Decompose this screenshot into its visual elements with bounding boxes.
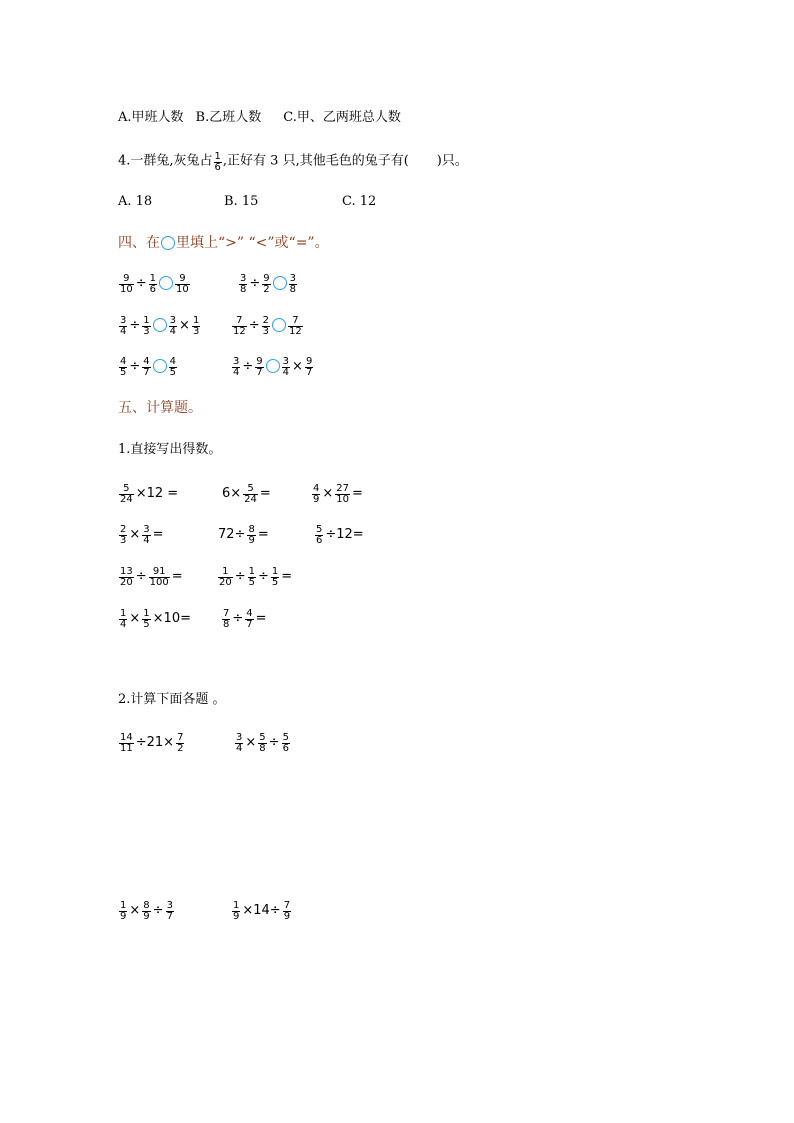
- expression-text: ÷21×: [135, 734, 175, 750]
- numerator: 27: [336, 483, 350, 494]
- denominator: 4: [143, 536, 150, 543]
- expression-text: ×: [179, 317, 190, 333]
- answer-circle[interactable]: [153, 359, 167, 373]
- denominator: 6: [316, 536, 323, 543]
- direct-item-10: [221, 609, 268, 628]
- section5-heading: 五、计算题。: [118, 400, 202, 416]
- q4-option-a: A. 18: [118, 194, 153, 209]
- q4-option-b: B. 15: [224, 194, 259, 209]
- numerator: 3: [143, 524, 150, 535]
- numerator: 7: [177, 732, 184, 743]
- denominator: 12: [289, 327, 302, 334]
- direct-item-4: [118, 525, 165, 544]
- denominator: 3: [192, 327, 200, 334]
- numerator: 4: [246, 608, 253, 619]
- denominator: 8: [289, 285, 297, 292]
- numerator: 9: [263, 273, 270, 284]
- fraction: [239, 274, 247, 292]
- fraction: [149, 567, 170, 585]
- calc-item-1: [118, 733, 185, 752]
- numerator: 7: [223, 608, 230, 619]
- denominator: 4: [282, 368, 290, 375]
- compare-item-5: [118, 357, 178, 376]
- compare-item-4: [231, 316, 304, 335]
- denominator: 4: [169, 327, 177, 334]
- denominator: 2: [263, 285, 270, 292]
- numerator: 8: [143, 900, 150, 911]
- expression-text: 72÷: [218, 526, 246, 542]
- numerator: 9: [175, 274, 190, 285]
- expression-text: ×: [129, 610, 141, 626]
- fraction: [288, 316, 303, 334]
- fraction: [119, 567, 134, 585]
- q3-options: [118, 109, 401, 127]
- direct-item-7: [118, 567, 184, 586]
- fraction: [149, 274, 157, 292]
- numerator: 9: [305, 356, 313, 367]
- fraction: [192, 316, 200, 334]
- fraction: [335, 484, 350, 502]
- numerator: 3: [240, 273, 247, 284]
- numerator: 4: [143, 356, 150, 367]
- denominator: 11: [120, 744, 133, 751]
- numerator: 1: [248, 566, 256, 577]
- fraction: [176, 733, 184, 751]
- compare-item-2: [238, 274, 298, 293]
- expression-text: ×: [129, 526, 141, 542]
- q4-text-end: )只。: [436, 153, 468, 169]
- numerator: 5: [119, 484, 134, 495]
- numerator: 1: [149, 273, 157, 284]
- fraction: [262, 316, 270, 334]
- fraction: [282, 357, 290, 375]
- denominator: 5: [169, 368, 177, 375]
- expression-text: =: [255, 610, 267, 626]
- fraction: [119, 901, 127, 919]
- answer-circle[interactable]: [153, 318, 167, 332]
- direct-item-6: [314, 525, 365, 544]
- numerator: 5: [282, 732, 289, 743]
- direct-item-3: [311, 484, 364, 503]
- denominator: 8: [259, 744, 266, 751]
- denominator: 4: [233, 368, 240, 375]
- fraction: [305, 357, 313, 375]
- denominator: 9: [313, 495, 320, 502]
- numerator: 8: [248, 524, 255, 535]
- expression-text: =: [281, 568, 293, 584]
- expression-text: =: [352, 485, 363, 501]
- denominator: 5: [248, 578, 256, 585]
- numerator: 1: [120, 608, 127, 619]
- numerator: 3: [289, 273, 297, 284]
- numerator: 1: [218, 567, 233, 578]
- direct-item-8: [217, 567, 293, 586]
- denominator: 7: [166, 912, 173, 919]
- direct-item-1: [118, 484, 179, 503]
- fraction: [315, 525, 323, 543]
- answer-circle[interactable]: [272, 318, 286, 332]
- direct-item-5: [217, 525, 270, 544]
- numerator: 3: [169, 315, 177, 326]
- numerator: 3: [166, 900, 173, 911]
- numerator: 1: [143, 315, 150, 326]
- numerator: 5: [316, 524, 323, 535]
- fraction: [142, 357, 150, 375]
- expression-text: ×14÷: [242, 902, 281, 918]
- compare-item-3: [118, 316, 201, 335]
- answer-circle[interactable]: [273, 276, 287, 290]
- expression-text: ÷: [248, 317, 260, 333]
- numerator: 3: [120, 315, 127, 326]
- numerator: 1: [192, 315, 200, 326]
- denominator: 24: [120, 495, 133, 502]
- denominator: 7: [305, 368, 313, 375]
- calc-item-2: [234, 733, 291, 752]
- fraction: [312, 484, 320, 502]
- numerator: 1: [271, 566, 279, 577]
- q3-option-b: B.乙班人数: [195, 110, 262, 125]
- denominator: 7: [143, 368, 150, 375]
- expression-text: ×: [292, 358, 303, 374]
- numerator: 3: [282, 356, 290, 367]
- expression-text: ÷: [152, 902, 164, 918]
- denominator: 10: [176, 285, 189, 292]
- numerator: 5: [259, 732, 266, 743]
- numerator: 14: [120, 732, 133, 743]
- numerator: 2: [120, 524, 127, 535]
- numerator: 4: [120, 356, 127, 367]
- calc-item-4: [231, 901, 292, 920]
- denominator: 20: [219, 578, 232, 585]
- numerator: 7: [232, 316, 247, 327]
- expression-text: ÷: [268, 734, 280, 750]
- section4-heading: 四、在 里填上“>” “<”或“=”。: [118, 235, 329, 251]
- denominator: 4: [120, 327, 127, 334]
- expression-text: ÷: [129, 358, 141, 374]
- fraction: [166, 901, 174, 919]
- fraction: [245, 609, 253, 627]
- expression-text: ÷: [249, 275, 261, 291]
- sub-question-2: 2.计算下面各题 。: [118, 692, 226, 707]
- denominator: 10: [120, 285, 133, 292]
- expression-text: ÷: [129, 317, 141, 333]
- denominator: 100: [149, 578, 169, 585]
- q4-fraction: $\frac{1}{6}$: [214, 151, 221, 170]
- numerator: 7: [283, 900, 291, 911]
- fraction: [119, 733, 134, 751]
- fraction: [119, 484, 134, 502]
- direct-item-9: [118, 609, 192, 628]
- fraction: [243, 484, 258, 502]
- fraction: [119, 316, 127, 334]
- denominator: 6: [282, 744, 289, 751]
- numerator: 7: [288, 316, 303, 327]
- q4-question: [118, 152, 468, 171]
- denominator: 8: [240, 285, 247, 292]
- numerator: 9: [256, 356, 263, 367]
- fraction: [235, 733, 243, 751]
- answer-circle[interactable]: [159, 276, 173, 290]
- denominator: 2: [177, 744, 184, 751]
- numerator: 3: [233, 356, 240, 367]
- fraction: [119, 609, 127, 627]
- numerator: 1: [233, 900, 240, 911]
- fraction: [255, 357, 263, 375]
- denominator: 3: [143, 327, 150, 334]
- denominator: 5: [120, 368, 127, 375]
- denominator: 9: [143, 912, 150, 919]
- denominator: 10: [336, 495, 350, 502]
- fraction: [169, 357, 177, 375]
- fraction: [262, 274, 270, 292]
- compare-item-6: [231, 357, 314, 376]
- expression-text: ÷: [242, 358, 254, 374]
- expression-text: ×: [322, 485, 334, 501]
- numerator: 91: [149, 567, 170, 578]
- q4-text-before: 4.一群兔,灰兔占: [118, 153, 213, 169]
- fraction: [258, 733, 266, 751]
- denominator: 3: [262, 327, 270, 334]
- denominator: 7: [256, 368, 263, 375]
- fraction: [283, 901, 291, 919]
- fraction: [232, 357, 240, 375]
- fraction: [222, 609, 230, 627]
- denominator: 9: [233, 912, 240, 919]
- expression-text: =: [171, 568, 183, 584]
- expression-text: ÷: [258, 568, 269, 584]
- denominator: 24: [244, 495, 257, 502]
- denominator: 7: [246, 620, 253, 627]
- expression-text: 6×: [222, 485, 242, 501]
- denominator: 9: [283, 912, 291, 919]
- compare-item-1: [118, 274, 191, 293]
- numerator: 1: [120, 900, 127, 911]
- fraction: [218, 567, 233, 585]
- q4-option-c: C. 12: [342, 194, 377, 209]
- denominator: 4: [120, 620, 127, 627]
- fraction: [142, 609, 150, 627]
- numerator: 5: [243, 484, 258, 495]
- expression-text: ÷: [135, 568, 147, 584]
- fraction: [119, 525, 127, 543]
- q4-option-c-wrap: [342, 193, 376, 211]
- fraction: [289, 274, 297, 292]
- denominator: 9: [120, 912, 127, 919]
- numerator: 9: [119, 274, 134, 285]
- denominator: 5: [143, 620, 150, 627]
- q4-text-after: ,正好有 3 只,其他毛色的兔子有(: [222, 153, 409, 169]
- fraction: [175, 274, 190, 292]
- answer-circle[interactable]: [266, 359, 280, 373]
- numerator: 1: [143, 608, 150, 619]
- expression-text: ×10=: [152, 610, 191, 626]
- fraction: [247, 525, 255, 543]
- denominator: 3: [120, 536, 127, 543]
- denominator: 6: [149, 285, 157, 292]
- direct-item-2: [221, 484, 272, 503]
- fraction: [119, 274, 134, 292]
- denominator: 4: [236, 744, 243, 751]
- denominator: 12: [233, 327, 246, 334]
- expression-text: ÷12=: [325, 526, 364, 542]
- expression-text: ÷: [135, 275, 147, 291]
- fraction: [142, 316, 150, 334]
- expression-text: ×: [245, 734, 257, 750]
- expression-text: ÷: [234, 568, 246, 584]
- q4-options: [118, 193, 152, 211]
- fraction: [232, 316, 247, 334]
- expression-text: ×12 =: [135, 485, 179, 501]
- expression-text: =: [257, 526, 269, 542]
- fraction: [271, 567, 279, 585]
- fraction: [282, 733, 290, 751]
- fraction: [248, 567, 256, 585]
- expression-text: =: [259, 485, 271, 501]
- expression-text: ÷: [232, 610, 244, 626]
- q3-option-c: C.甲、乙两班总人数: [283, 110, 401, 125]
- denominator: 8: [223, 620, 230, 627]
- expression-text: =: [152, 526, 164, 542]
- expression-text: ×: [129, 902, 141, 918]
- numerator: 4: [313, 483, 320, 494]
- fraction: [119, 357, 127, 375]
- circle-icon: [161, 236, 175, 250]
- denominator: 5: [271, 578, 279, 585]
- denominator: 20: [120, 578, 133, 585]
- q3-option-a: A.甲班人数: [118, 110, 184, 125]
- q4-option-b-wrap: [224, 193, 258, 211]
- fraction: [232, 901, 240, 919]
- numerator: 3: [236, 732, 243, 743]
- calc-item-3: [118, 901, 175, 920]
- denominator: 9: [248, 536, 255, 543]
- numerator: 4: [169, 356, 177, 367]
- sub-question-1: 1.直接写出得数。: [118, 442, 222, 457]
- fraction: [142, 525, 150, 543]
- numerator: 13: [120, 566, 133, 577]
- numerator: 2: [262, 315, 270, 326]
- fraction: [169, 316, 177, 334]
- fraction: [142, 901, 150, 919]
